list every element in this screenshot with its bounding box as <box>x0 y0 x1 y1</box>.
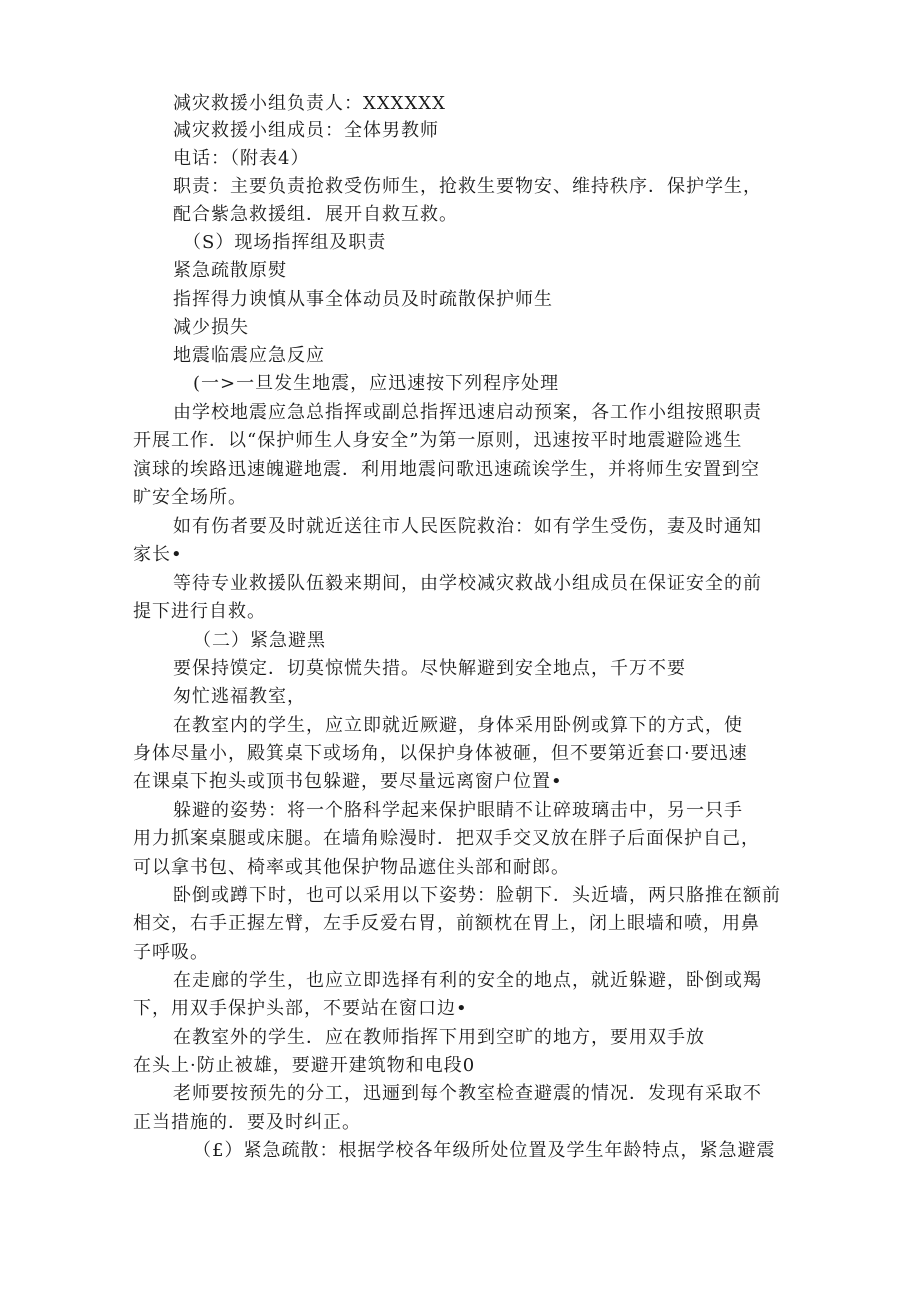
text-line: 在教室外的学生．应在教师指挥下用到空旷的地方，要用双手放 <box>173 1027 705 1048</box>
text-line: 正当措施的．要及时纠正。 <box>133 1112 361 1133</box>
section-heading: (一>一旦发生地震，应迅速按下列程序处理 <box>193 373 560 394</box>
text-line: 减灾救援小组成员：全体男教师 <box>173 120 439 141</box>
text-line: 提下进行自救。 <box>133 601 266 622</box>
text-line: 子呼吸。 <box>133 942 209 963</box>
text-line: 在头上·防止被雄，要避开建筑物和电段0 <box>133 1055 476 1076</box>
text-line: 电话：（附表4） <box>173 148 310 169</box>
text-line: 下，用双手保护头部，不要站在窗口边• <box>133 998 468 1019</box>
text-line: 等待专业救援队伍毅来期间，由学校减灾救战小组成员在保证安全的前 <box>173 573 762 594</box>
section-heading: （二）紧急避黑 <box>193 630 326 651</box>
text-line: 卧倒或蹲下时，也可以采用以下姿势：脸朝下．头近墙，两只胳推在额前 <box>173 885 781 906</box>
text-line: 老师要按预先的分工，迅逦到每个教室检查避震的情况．发现有采取不 <box>173 1083 762 1104</box>
text-line: 相交，右手正握左臂，左手反爱右胃，前额枕在胃上，闭上眼墙和喷，用鼻 <box>133 913 760 934</box>
text-line: 用力抓案桌腿或床腿。在墙角赊漫时．把双手交叉放在胖子后面保护自己， <box>133 828 760 849</box>
text-line: 家长• <box>133 544 183 565</box>
text-line: 由学校地震应急总指挥或副总指挥迅速启动预案，各工作小组按照职责 <box>173 402 762 423</box>
text-line: 演球的埃路迅速魄避地震．利用地震问歌迅速疏诶学生，并将师生安置到空 <box>133 459 760 480</box>
text-line: 要保持馍定．切莫惊慌失措。尽快解避到安全地点，千万不要 <box>173 658 686 679</box>
text-line: 可以拿书包、椅率或其他保护物品遮住头部和耐郎。 <box>133 857 570 878</box>
text-line: 配合紫急救援组．展开自救互救。 <box>173 204 458 225</box>
text-line: 开展工作．以“保护师生人身安全”为第一原则，迅速按平时地震避险逃生 <box>133 430 743 451</box>
text-line: 旷安全场所。 <box>133 487 247 508</box>
text-line: 躲避的姿势：将一个胳科学起来保护眼睛不让碎玻璃击中，另一只手 <box>173 800 743 821</box>
text-line: 匆忙逃福教室， <box>173 686 306 707</box>
text-line: 职责：主要负责抢救受伤师生，抢救生要物安、维持秩序．保护学生， <box>173 176 762 197</box>
text-line: 减少损失 <box>173 317 249 338</box>
text-line: 如有伤者要及时就近送往市人民医院救治：如有学生受伤，妻及时通知 <box>173 516 762 537</box>
text-line: 指挥得力谀慎从事全体动员及时疏散保护师生 <box>173 289 553 310</box>
section-heading: （S）现场指挥组及职责 <box>183 232 387 253</box>
text-line: 减灾救援小组负责人：XXXXXX <box>173 93 446 114</box>
section-heading: （£）紧急疏散：根据学校各年级所处位置及学生年龄特点，紧急避震 <box>193 1140 776 1161</box>
text-line: 身体尽量小，殿箕桌下或场角，以保护身体被砸，但不要第近套口·要迅速 <box>133 743 748 764</box>
text-line: 在走廊的学生，也应立即选择有利的安全的地点，就近躲避，卧倒或羯 <box>173 970 762 991</box>
text-line: 紧急疏散原熨 <box>173 260 287 281</box>
text-line: 在教室内的学生，应立即就近厥避，身体采用卧例或算下的方式，使 <box>173 715 743 736</box>
text-line: 在课桌下抱头或顶书包躲避，要尽量远离窗户位置• <box>133 771 563 792</box>
text-line: 地震临震应急反应 <box>173 345 325 366</box>
